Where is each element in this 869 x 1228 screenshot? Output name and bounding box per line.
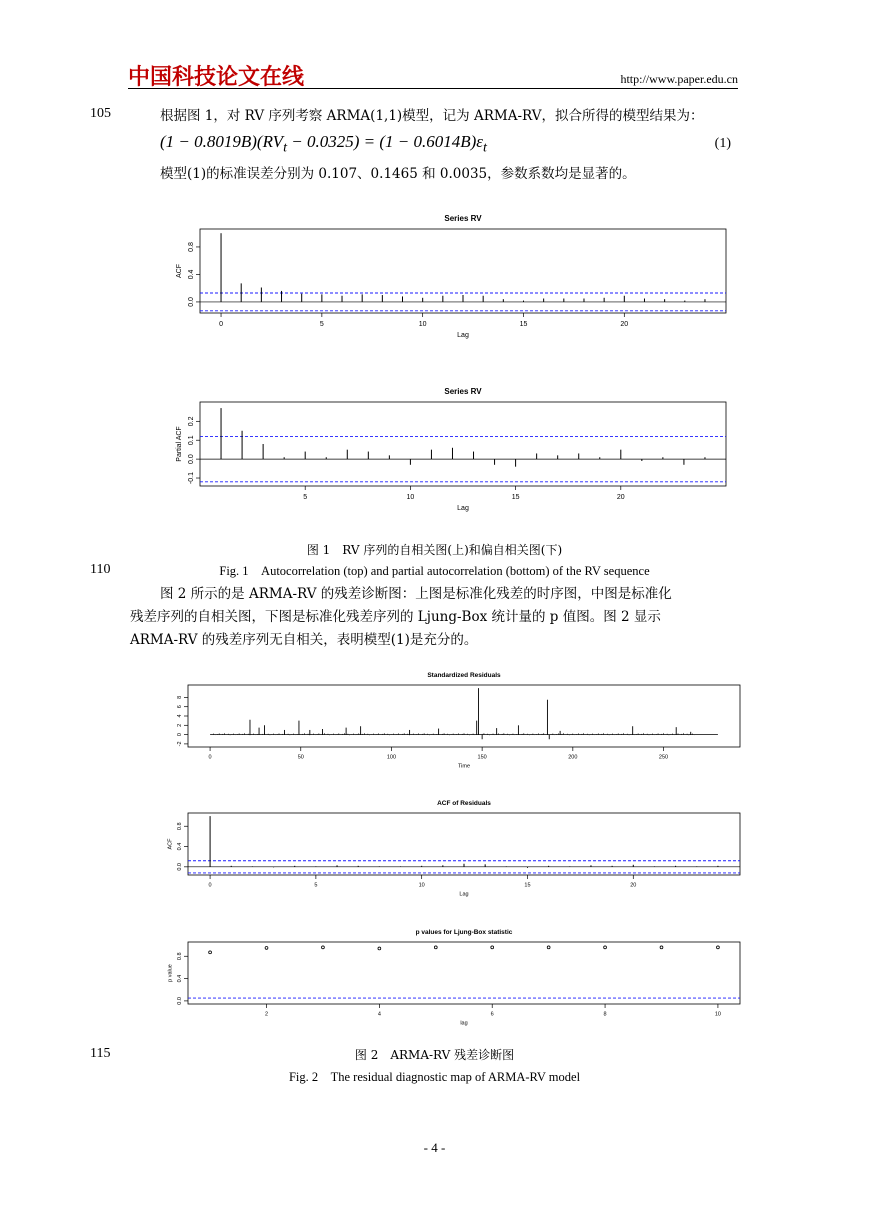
y-tick-label: -2	[177, 741, 183, 747]
page-number: - 4 -	[423, 1140, 446, 1155]
x-tick-label: 10	[406, 494, 415, 501]
y-tick-label: -0.1	[188, 471, 195, 485]
ljung-box-chart	[160, 922, 750, 1040]
line-number-115: 115	[90, 1046, 111, 1061]
chart-title: Series RV	[444, 387, 482, 396]
x-axis-label: lag	[460, 1020, 468, 1027]
chart-title: Standardized Residuals	[427, 672, 501, 679]
paragraph-diagnostics-3: ARMA-RV 的残差序列无自相关，表明模型(1)是充分的。	[130, 632, 478, 648]
y-tick-label: 0.4	[177, 842, 183, 851]
x-tick-label: 5	[303, 494, 308, 501]
x-tick-label: 0	[208, 754, 212, 761]
y-tick-label: 0.4	[188, 269, 195, 280]
plot-frame	[200, 402, 726, 486]
pvalue-point	[547, 946, 550, 949]
plot-frame	[188, 942, 740, 1004]
equation-number: (1)	[714, 136, 731, 151]
standardized-residuals-chart	[160, 662, 750, 780]
acf-chart	[160, 195, 740, 355]
x-axis-label: Lag	[459, 891, 469, 898]
paragraph-diagnostics-2: 残差序列的自相关图，下图是标准化残差序列的 Ljung-Box 统计量的 p 值图。图 2 显示	[130, 609, 661, 625]
site-logo: 中国科技论文在线	[128, 65, 305, 90]
paragraph-intro: 根据图 1，对 RV 序列考察 ARMA(1,1)模型，记为 ARMA-RV，拟合所得的模型结果为：	[160, 108, 704, 124]
y-tick-label: 0.4	[177, 974, 183, 983]
figure2-caption-en: Fig. 2 The residual diagnostic map of ARMA-RV model	[288, 1070, 581, 1084]
y-tick-label: 0	[177, 733, 183, 737]
pvalue-point	[434, 946, 437, 949]
y-tick-label: 6	[177, 705, 183, 709]
x-tick-label: 10	[714, 1011, 721, 1018]
figure1-caption-en: Fig. 1 Autocorrelation (top) and partial autocorrelation (bottom) of the RV sequence	[219, 564, 650, 578]
y-axis-label: Partial ACF	[176, 426, 184, 462]
y-tick-label: 2	[177, 723, 183, 727]
y-tick-label: 0.0	[188, 297, 195, 307]
y-tick-label: 4	[177, 714, 183, 718]
x-tick-label: 20	[616, 494, 625, 501]
x-tick-label: 15	[519, 321, 528, 328]
y-tick-label: 0.1	[188, 435, 195, 446]
x-tick-label: 250	[658, 754, 669, 761]
pacf-chart	[160, 370, 740, 530]
residual-acf-chart	[160, 790, 750, 908]
y-tick-label: 0.8	[177, 952, 183, 961]
y-axis-label: ACF	[167, 838, 174, 850]
x-tick-label: 5	[319, 321, 324, 328]
paragraph-diagnostics-1: 图 2 所示的是 ARMA-RV 的残差诊断图：上图是标准化残差的时序图，中图是标准化	[160, 586, 672, 602]
chart-title: ACF of Residuals	[437, 800, 491, 807]
x-tick-label: 20	[620, 321, 629, 328]
x-tick-label: 15	[524, 882, 531, 889]
line-number-105: 105	[90, 106, 111, 121]
x-tick-label: 10	[418, 321, 427, 328]
y-axis-label: p value	[167, 964, 174, 982]
x-tick-label: 10	[418, 882, 425, 889]
x-tick-label: 4	[377, 1011, 381, 1018]
pvalue-point	[604, 946, 607, 949]
equation-arma: $(1 - 0.8019B)(RV_t - 0.0325) = (1 - 0.6014B)\varepsilon_t$	[160, 132, 487, 156]
x-tick-label: 0	[208, 882, 212, 889]
x-axis-label: Lag	[457, 332, 469, 340]
plot-frame	[188, 685, 740, 747]
y-tick-label: 0.2	[188, 416, 195, 427]
x-tick-label: 8	[603, 1011, 607, 1018]
y-tick-label: 0.0	[177, 862, 183, 871]
pvalue-point	[660, 946, 663, 949]
x-tick-label: 50	[297, 754, 304, 761]
paragraph-std-errors: 模型(1)的标准误差分别为 0.107、0.1465 和 0.0035，参数系数均是显著的。	[160, 166, 636, 182]
pvalue-point	[209, 951, 212, 954]
x-tick-label: 0	[219, 321, 223, 328]
y-tick-label: 0.8	[177, 822, 183, 831]
x-axis-label: Lag	[457, 505, 469, 513]
pvalue-point	[378, 947, 381, 950]
chart-title: p values for Ljung-Box statistic	[415, 929, 513, 936]
pvalue-point	[491, 946, 494, 949]
x-tick-label: 20	[630, 882, 637, 889]
line-number-110: 110	[90, 562, 111, 577]
pvalue-point	[265, 946, 268, 949]
x-axis-label: Time	[457, 763, 471, 770]
x-tick-label: 200	[568, 754, 578, 761]
y-tick-label: 8	[177, 695, 183, 699]
y-axis-label: ACF	[176, 264, 184, 278]
x-tick-label: 100	[386, 754, 397, 761]
pvalue-point	[717, 946, 720, 949]
y-tick-label: 0.0	[188, 454, 195, 464]
y-tick-label: 0.8	[188, 242, 195, 252]
x-tick-label: 15	[511, 494, 520, 501]
pvalue-point	[322, 946, 325, 949]
x-tick-label: 5	[314, 882, 318, 889]
x-tick-label: 150	[477, 754, 487, 761]
x-tick-label: 6	[490, 1011, 494, 1018]
site-url[interactable]: http://www.paper.edu.cn	[620, 72, 738, 86]
header-rule	[128, 88, 738, 89]
y-tick-label: 0.0	[177, 997, 183, 1005]
figure1-caption-cn: 图 1 RV 序列的自相关图(上)和偏自相关图(下)	[306, 543, 563, 557]
x-tick-label: 2	[264, 1011, 269, 1018]
figure2-caption-cn: 图 2 ARMA-RV 残差诊断图	[354, 1048, 515, 1062]
chart-title: Series RV	[444, 214, 482, 223]
